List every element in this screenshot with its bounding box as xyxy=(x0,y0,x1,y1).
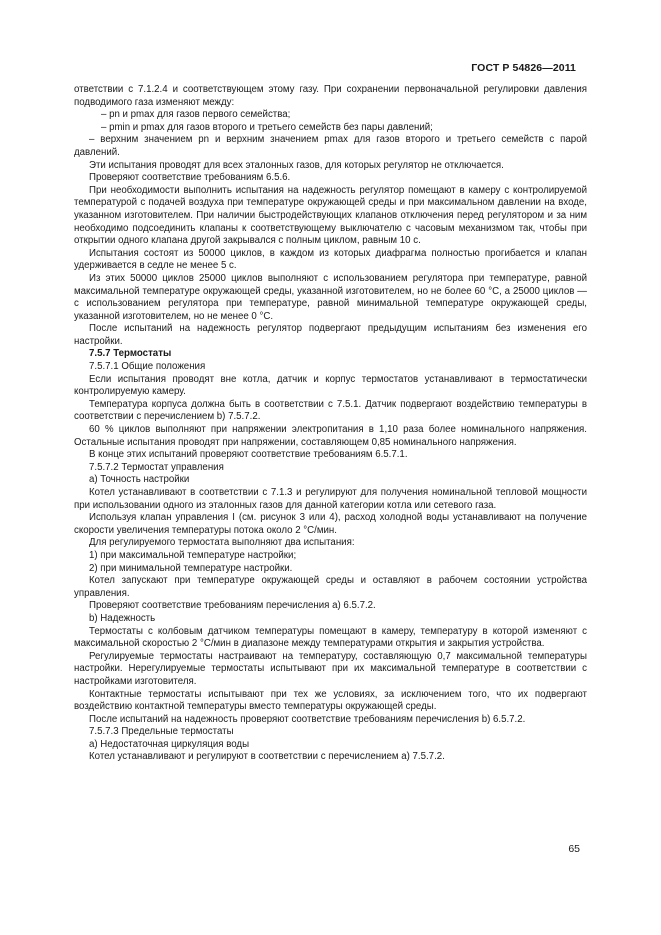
item-heading: а) Точность настройки xyxy=(89,474,190,486)
paragraph: Термостаты с колбовым датчиком температуры помещают в камеру, температуру в которой изменяют с максимальной скоростью 2 °С/мин в диапазоне между температурами открытия и закрытия устройства. xyxy=(74,625,587,650)
list-item: – верхним значением pn и верхним значением pmax для газов второго и третьего семейств с парой давлений. xyxy=(74,134,587,158)
paragraph: Проверяют соответствие требованиям перечисления а) 6.5.7.2. xyxy=(89,600,376,612)
paragraph: После испытаний на надежность регулятор подвергают предыдущим испытаниям без изменения его настройки. xyxy=(74,323,587,347)
document-id: ГОСТ Р 54826—2011 xyxy=(471,62,576,74)
paragraph: Из этих 50000 циклов 25000 циклов выполняют с использованием регулятора при температуре, равной максимальной температуре окружающей среды, указанной изготовителем, но не более 60 °С, а 25000 циклов — с использованием регулятора при температуре, равной минимальной температуре окружающей среды, указанной изготовителем, но не менее 0 °С. xyxy=(74,272,587,322)
list-item: 2) при минимальной температуре настройки. xyxy=(89,562,293,574)
paragraph: Испытания состоят из 50000 циклов, в каждом из которых диафрагма полностью прогибается и клапан удерживается в седле не менее 5 с. xyxy=(74,247,587,272)
paragraph: В конце этих испытаний проверяют соответствие требованиям 6.5.7.1. xyxy=(89,449,408,461)
paragraph: При необходимости выполнить испытания на надежность регулятор помещают в камеру с контролируемой температурой с подачей воздуха при температуре окружающей среды и при максимальном давлении на входе, указанном изготовителем. При наличии быстродействующих клапанов отключения перед регулятором и за ним необходимо подсоединить клапаны к соответствующему выключателю с часовым механизмом так, чтобы при открытии одного клапана другой закрывался с полным циклом, равным 10 с. xyxy=(74,184,587,247)
paragraph: После испытаний на надежность проверяют соответствие требованиям перечисления b) 6.5.7.2. xyxy=(89,713,526,725)
page-number: 65 xyxy=(568,843,580,855)
paragraph: 60 % циклов выполняют при напряжении электропитания в 1,10 раза более номинального напряжения. Остальные испытания проводят при напряжении, составляющем 0,85 номинального напряжения. xyxy=(74,424,587,448)
paragraph: Используя клапан управления I (см. рисунок 3 или 4), расход холодной воды устанавливают на получение скорости увеличения температуры потока около 2 °С/мин. xyxy=(74,512,587,536)
section-heading: 7.5.7 Термостаты xyxy=(89,348,172,360)
paragraph: Температура корпуса должна быть в соответствии с 7.5.1. Датчик подвергают воздействию температуры в соответствии с перечислением b) 7.5.7.2. xyxy=(74,398,587,423)
list-item: – pn и pmax для газов первого семейства; xyxy=(101,109,291,121)
subsection-heading: 7.5.7.3 Предельные термостаты xyxy=(89,726,234,738)
subsection-heading: 7.5.7.2 Термостат управления xyxy=(89,461,224,473)
list-item: – pmin и pmax для газов второго и третьего семейств без пары давлений; xyxy=(101,121,433,133)
paragraph: Регулируемые термостаты настраивают на температуру, составляющую 0,7 максимальной температуры настройки. Нерегулируемые термостаты испытывают при их максимальной температуре в соответствии с настройками изготовителя. xyxy=(74,650,587,687)
body-text xyxy=(74,84,587,764)
paragraph: Котел устанавливают и регулируют в соответствии с перечислением а) 7.5.7.2. xyxy=(89,751,445,763)
paragraph: Если испытания проводят вне котла, датчик и корпус термостатов устанавливают в термостатически контролируемую камеру. xyxy=(74,373,587,398)
list-item: 1) при максимальной температуре настройки; xyxy=(89,549,297,561)
paragraph: Для регулируемого термостата выполняют два испытания: xyxy=(89,537,355,549)
paragraph: Проверяют соответствие требованиям 6.5.6. xyxy=(89,172,291,184)
item-heading: b) Надежность xyxy=(89,612,156,624)
subsection-heading: 7.5.7.1 Общие положения xyxy=(89,361,206,373)
paragraph: Контактные термостаты испытывают при тех же условиях, за исключением того, что их подвергают воздействию контактной температуры вместо температуры окружающей среды. xyxy=(74,688,587,713)
paragraph: ответствии с 7.1.2.4 и соответствующем этому газу. При сохранении первоначальной регулировки давления подводимого газа изменяют между: xyxy=(74,84,587,108)
paragraph: Котел устанавливают в соответствии с 7.1.3 и регулируют для получения номинальной тепловой мощности при использовании одного из эталонных газов для данной категории котла или сетевого газа. xyxy=(74,487,587,511)
paragraph: Котел запускают при температуре окружающей среды и оставляют в рабочем состоянии устройства управления. xyxy=(74,575,587,599)
item-heading: а) Недостаточная циркуляция воды xyxy=(89,738,250,750)
paragraph: Эти испытания проводят для всех эталонных газов, для которых регулятор не отключается. xyxy=(89,159,504,171)
